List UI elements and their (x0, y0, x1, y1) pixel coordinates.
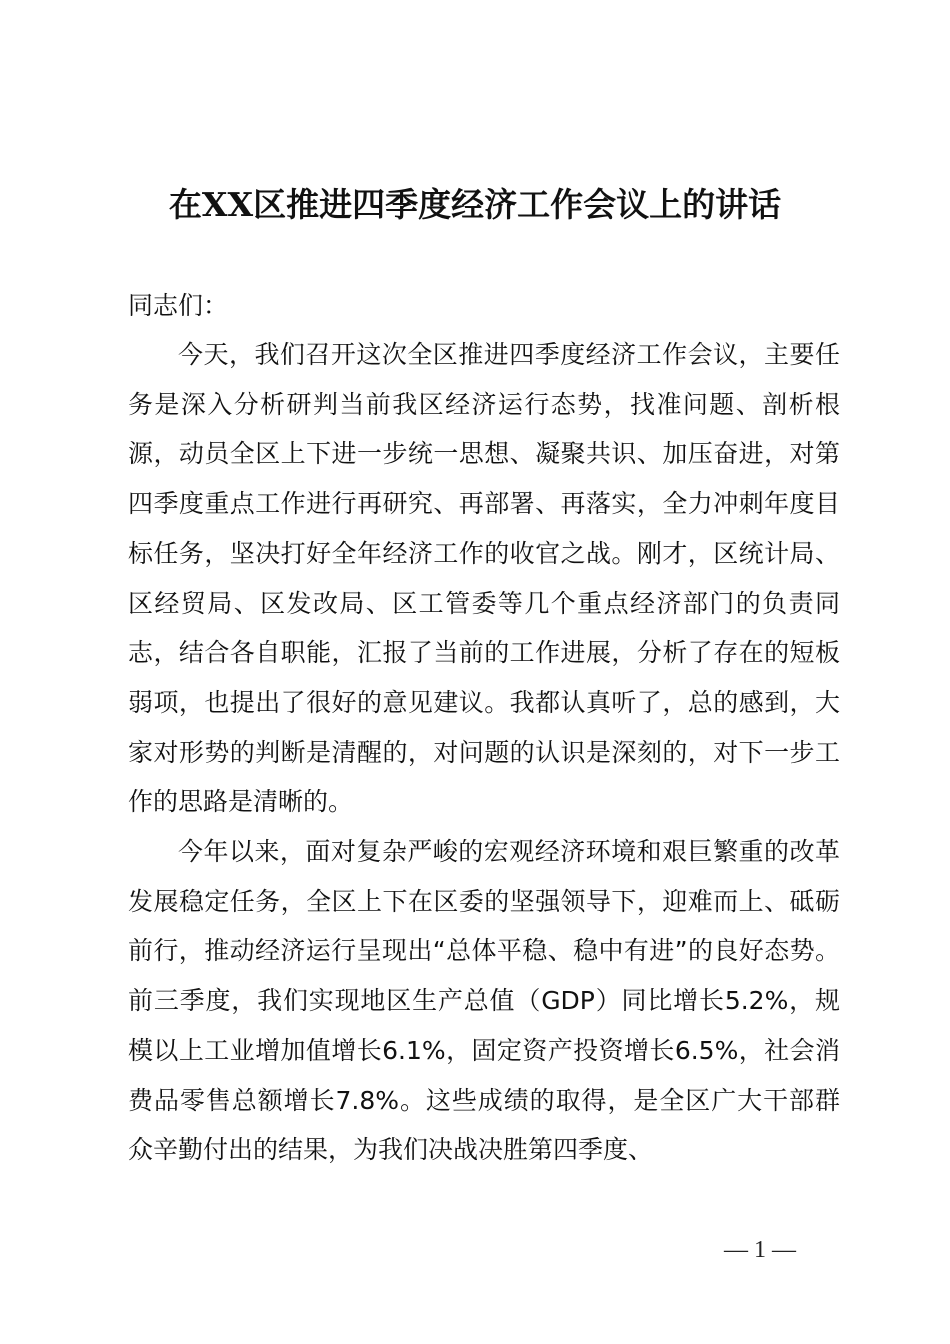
document-body (128, 330, 840, 1175)
document-title: 在XX区推进四季度经济工作会议上的讲话 (168, 185, 782, 224)
paragraph-2: 今年以来，面对复杂严峻的宏观经济环境和艰巨繁重的改革发展稳定任务，全区上下在区委的坚强领导下，迎难而上、砥砺前行，推动经济运行呈现出“总体平稳、稳中有进”的良好态势。前三季度，我们实现地区生产总值（GDP）同比增长5.2%，规模以上工业增加值增长6.1%，固定资产投资增长6.5%，社会消费品零售总额增长7.8%。这些成绩的取得，是全区广大干部群众辛勤付出的结果，为我们决战决胜第四季度、 (128, 837, 840, 1165)
salutation: 同志们： (128, 291, 229, 320)
page-number: — 1 — (724, 1237, 796, 1263)
paragraph-1: 今天，我们召开这次全区推进四季度经济工作会议，主要任务是深入分析研判当前我区经济运行态势，找准问题、剖析根源，动员全区上下进一步统一思想、凝聚共识、加压奋进，对第四季度重点工作进行再研究、再部署、再落实，全力冲刺年度目标任务，坚决打好全年经济工作的收官之战。刚才，区统计局、区经贸局、区发改局、区工管委等几个重点经济部门的负责同志，结合各自职能，汇报了当前的工作进展，分析了存在的短板弱项，也提出了很好的意见建议。我都认真听了，总的感到，大家对形势的判断是清醒的，对问题的认识是深刻的，对下一步工作的思路是清晰的。 (128, 340, 840, 817)
